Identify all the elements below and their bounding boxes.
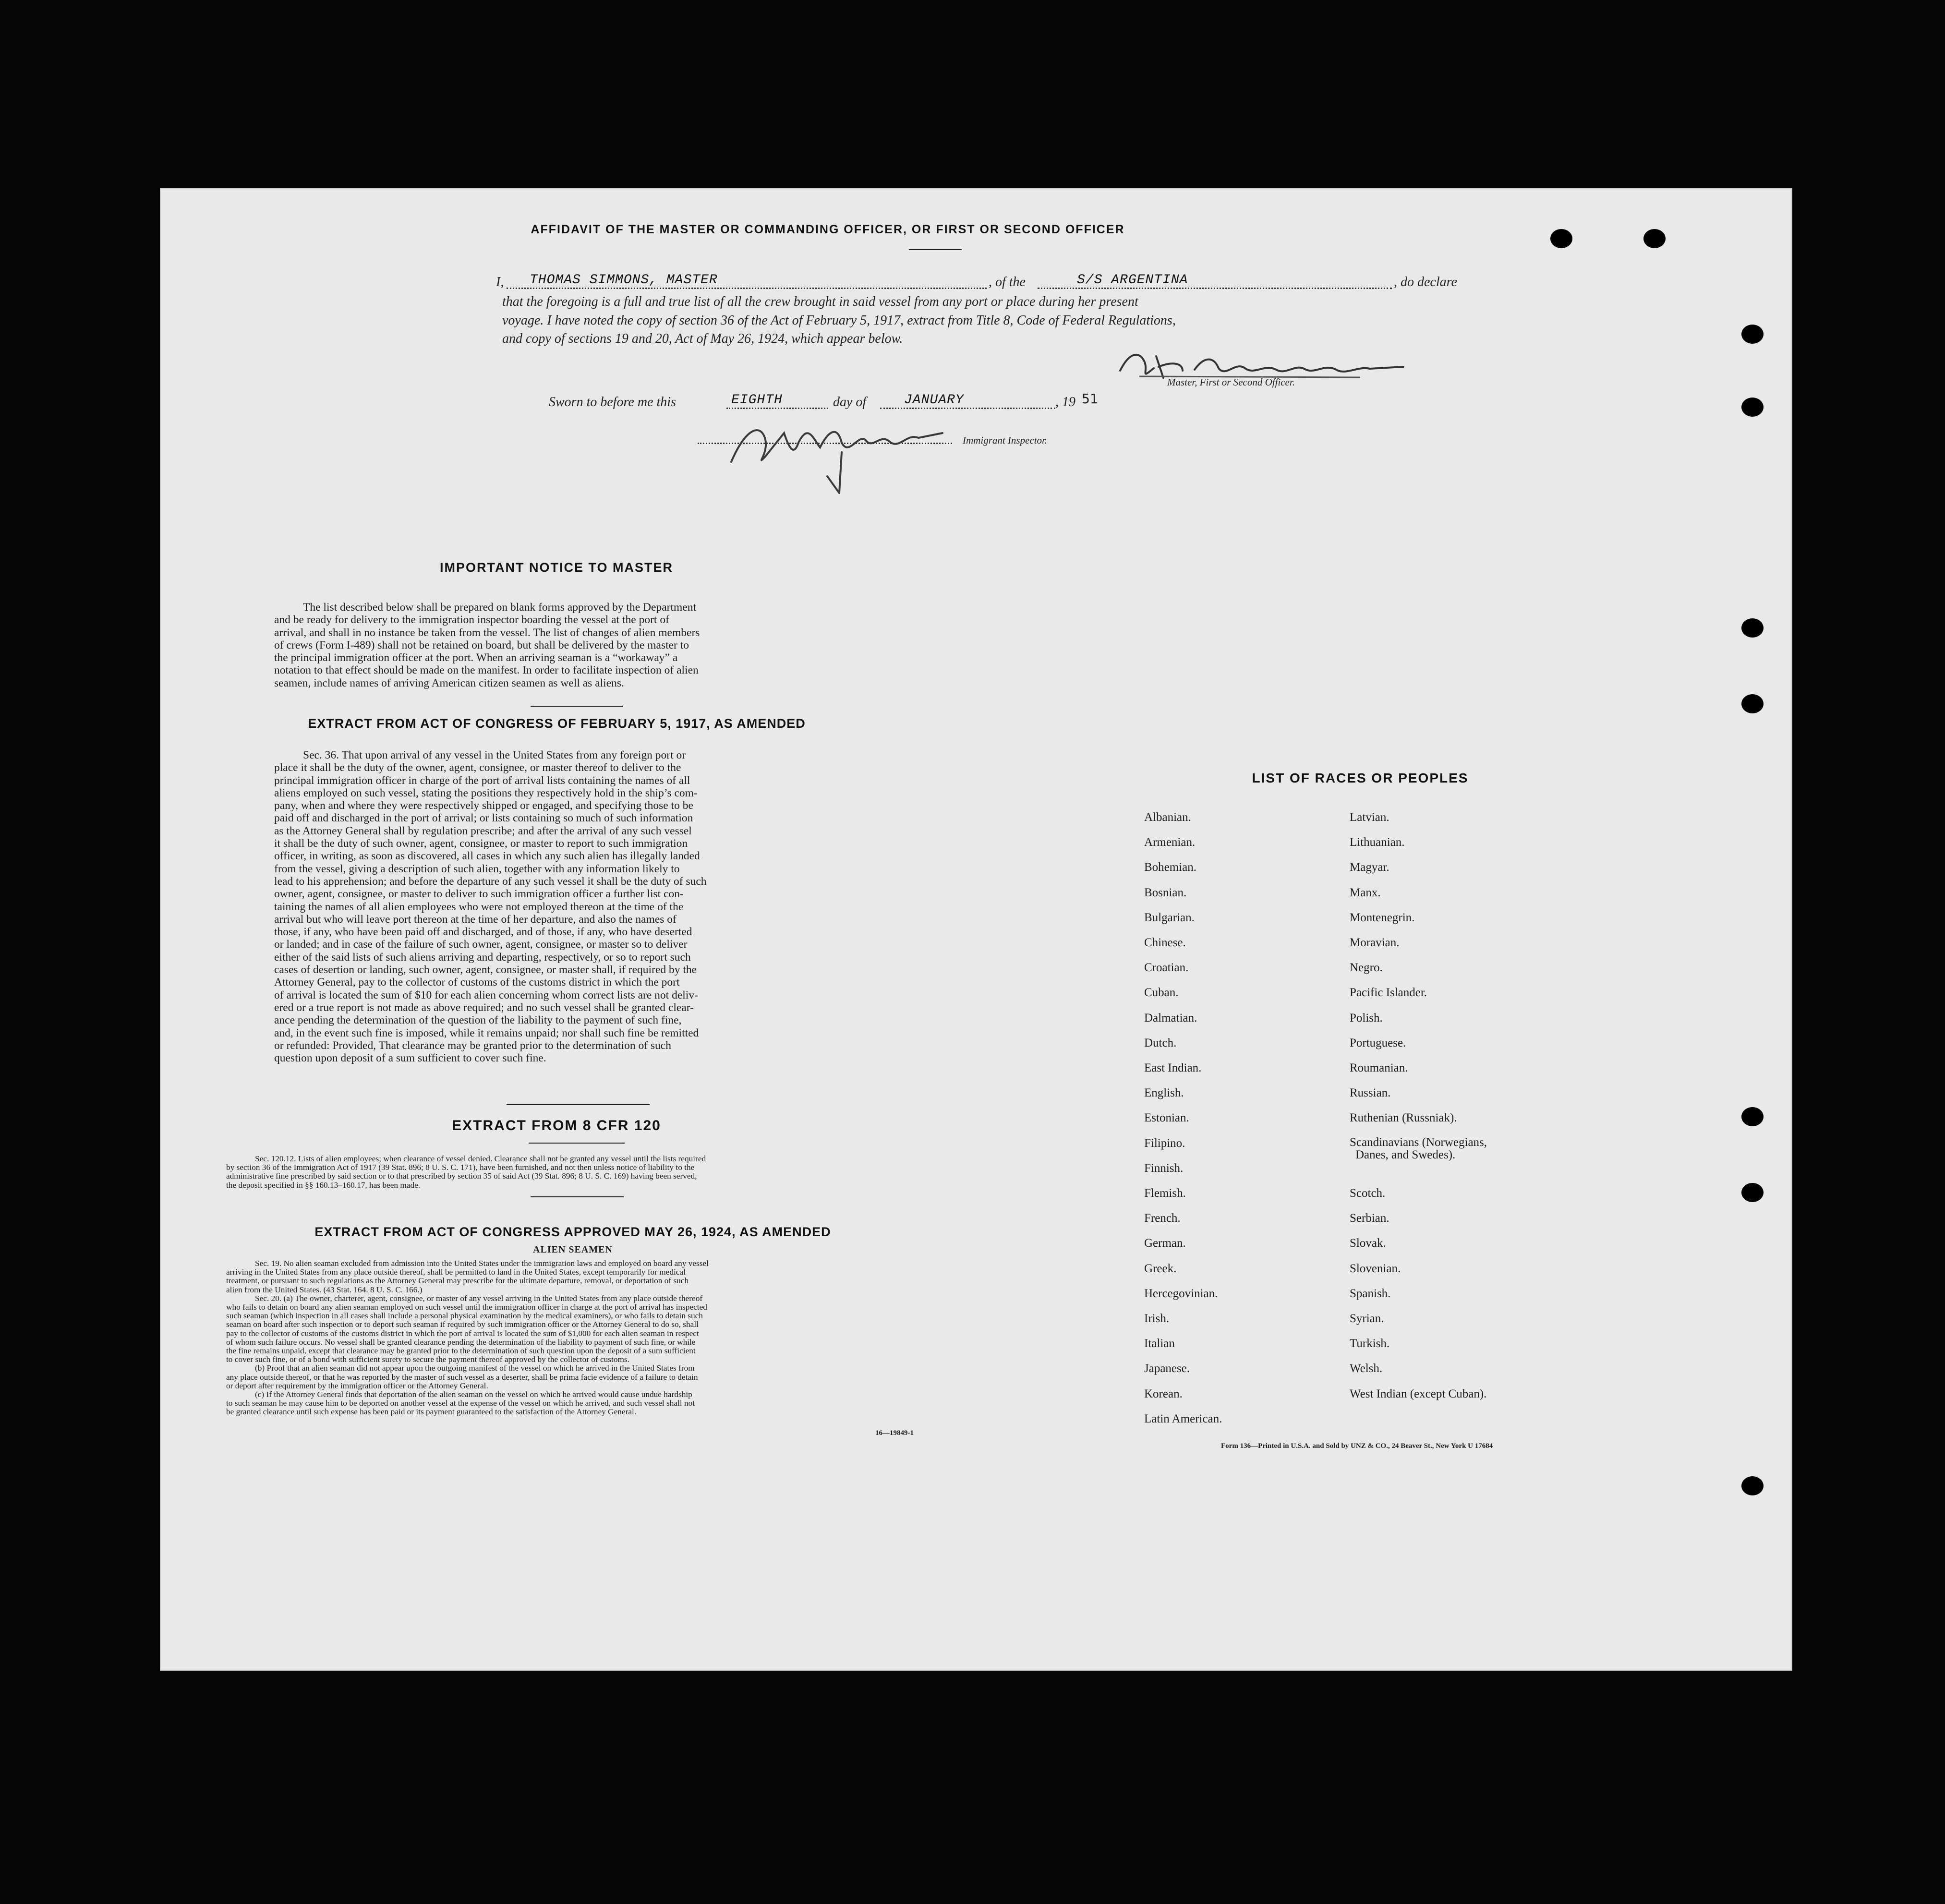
notice-line: The list described below shall be prepared on blank forms approved by the Department: [303, 601, 696, 614]
alien-seamen-line: or deport after requirement by the immigration officer or the Attorney General.: [226, 1381, 488, 1390]
race-item: Serbian.: [1350, 1212, 1389, 1225]
race-item: Japanese.: [1144, 1362, 1190, 1375]
extract-line: as the Attorney General shall by regulation prescribe; and after the arrival of any such vessel: [274, 824, 692, 837]
alien-seamen-line: such seaman (which inspection in all cases shall include a personal physical examination by the medical examiners), or who fails to detain such: [226, 1311, 703, 1321]
punch-hole: [1741, 1476, 1764, 1495]
race-item: Estonian.: [1144, 1111, 1189, 1125]
race-item: Greek.: [1144, 1262, 1177, 1275]
race-item: Welsh.: [1350, 1362, 1383, 1375]
alien-seamen-line: of whom such failure occurs. No vessel shall be granted clearance pending the determination of the liability to payment of such fine, or while: [226, 1337, 696, 1347]
cfr-line: Sec. 120.12. Lists of alien employees; when clearance of vessel denied. Clearance shall not be granted any vessel until the lists required: [255, 1154, 706, 1163]
title-rule: [909, 249, 962, 250]
master-name-field: THOMAS SIMMONS, MASTER: [530, 273, 718, 288]
race-item: Albanian.: [1144, 811, 1191, 824]
extract-line: or landed; and in case of the failure of such owner, agent, consignee, or master so to deliver: [274, 938, 688, 951]
year-field: 51: [1082, 391, 1098, 407]
race-item: Spanish.: [1350, 1287, 1391, 1300]
alien-seamen-line: be granted clearance until such expense has been paid or its payment guaranteed to the satisfaction of the Attorney General.: [226, 1407, 637, 1417]
alien-seamen-line: to such seaman he may cause him to be deported on another vessel at the expense of the vessel on which he arrived, and such vessel shall not: [226, 1398, 695, 1408]
extract-line: of arrival is located the sum of $10 for each alien concerning whom correct lists are not deliv-: [274, 988, 698, 1001]
race-item: Syrian.: [1350, 1312, 1384, 1325]
section-rule: [507, 1104, 650, 1105]
extract-line: arrival but who will leave port thereon at the time of her departure, and also the names of: [274, 913, 677, 926]
day-of-label: day of: [833, 395, 867, 410]
document-page: [160, 188, 1792, 1671]
notice-line: of crews (Form I-489) shall not be retained on board, but shall be delivered by the master to: [274, 639, 689, 651]
section-rule: [531, 706, 623, 707]
race-item: Scandinavians (Norwegians,: [1350, 1135, 1487, 1149]
race-item: Magyar.: [1350, 861, 1389, 874]
punch-hole: [1550, 229, 1572, 248]
alien-seamen-line: the fine remains unpaid, except that clearance may be granted prior to the determination of such question upon the deposit of a sum sufficient: [226, 1346, 696, 1356]
punch-hole: [1741, 398, 1764, 417]
extract-line: paid off and discharged in the port of arrival; or lists containing so much of such information: [274, 812, 693, 825]
extract-line: ance pending the determination of the question of the liability to the payment of such fine,: [274, 1014, 682, 1027]
race-item: Slovenian.: [1350, 1262, 1401, 1275]
race-item: Roumanian.: [1350, 1061, 1408, 1074]
extract-line: pany, when and where they were respectively shipped or engaged, and specifying those to be: [274, 799, 693, 812]
race-item: Russian.: [1350, 1086, 1391, 1100]
race-item: West Indian (except Cuban).: [1350, 1387, 1487, 1400]
extract-line: from the vessel, giving a description of such alien, together with any information likely to: [274, 862, 680, 875]
extract-1917-title: EXTRACT FROM ACT OF CONGRESS OF FEBRUARY 5, 1917, AS AMENDED: [308, 716, 806, 731]
extract-line: aliens employed on such vessel, stating the positions they respectively hold in the ship’s com-: [274, 786, 698, 799]
race-item: Finnish.: [1144, 1161, 1184, 1175]
punch-hole: [1741, 618, 1764, 638]
race-item: Pacific Islander.: [1350, 986, 1427, 1000]
alien-seamen-line: arriving in the United States from any place outside thereof, shall be permitted to land in the United States, except temporarily for medical: [226, 1267, 686, 1277]
race-item: English.: [1144, 1086, 1184, 1100]
sworn-label: Sworn to before me this: [549, 395, 676, 410]
cfr-line: the deposit specified in §§ 160.13–160.17, has been made.: [226, 1180, 421, 1190]
extract-1924-title: EXTRACT FROM ACT OF CONGRESS APPROVED MAY 26, 1924, AS AMENDED: [314, 1225, 831, 1239]
extract-cfr-title: EXTRACT FROM 8 CFR 120: [452, 1118, 661, 1133]
of-the-label: , of the: [989, 275, 1026, 289]
races-title: LIST OF RACES OR PEOPLES: [1252, 771, 1469, 785]
extract-line: it shall be the duty of such owner, agent, consignee, or master to report to such immigration: [274, 837, 688, 850]
cfr-line: by section 36 of the Immigration Act of 1917 (39 Stat. 896; 8 U. S. C. 171), have been furnished, and not then unless notice of liability to the: [226, 1163, 695, 1172]
notice-line: seamen, include names of arriving American citizen seamen as well as aliens.: [274, 676, 624, 689]
race-item: Chinese.: [1144, 936, 1186, 949]
alien-seamen-line: pay to the collector of customs of the customs district in which the port of arrival is located the sum of $1,000 for each alien seaman in respect: [226, 1328, 699, 1338]
race-item: Flemish.: [1144, 1187, 1186, 1200]
extract-line: Attorney General, pay to the collector of customs of the customs district in which the port: [274, 976, 680, 989]
declaration-line-1: [496, 275, 1576, 292]
race-item: Portuguese.: [1350, 1036, 1406, 1049]
notice-title: IMPORTANT NOTICE TO MASTER: [440, 560, 673, 575]
race-item: Dalmatian.: [1144, 1011, 1197, 1024]
race-item: Dutch.: [1144, 1036, 1177, 1049]
race-item: Negro.: [1350, 961, 1383, 975]
extract-line: taining the names of all alien employees who were not employed thereon at the time of the: [274, 900, 684, 913]
race-item: Latvian.: [1350, 811, 1389, 824]
extract-1924-subtitle: ALIEN SEAMEN: [533, 1244, 613, 1255]
race-item: Bohemian.: [1144, 861, 1197, 874]
punch-hole: [1741, 694, 1764, 713]
extract-line: cases of desertion or landing, such owner, agent, consignee, or master shall, if required by the: [274, 964, 697, 976]
race-item: Bosnian.: [1144, 886, 1187, 899]
race-item: Bulgarian.: [1144, 911, 1195, 924]
punch-hole: [1741, 1183, 1764, 1202]
race-item: Cuban.: [1144, 986, 1179, 1000]
extract-line: officer, in writing, as soon as discovered, all cases in which any such alien has illegally landed: [274, 850, 700, 863]
affidavit-title: AFFIDAVIT OF THE MASTER OR COMMANDING OFFICER, OR FIRST OR SECOND OFFICER: [531, 223, 1125, 236]
race-item: Lithuanian.: [1350, 836, 1405, 849]
extract-cfr-body: [226, 1155, 923, 1190]
declaration-line-3: voyage. I have noted the copy of section 36 of the Act of February 5, 1917, extract from Title 8, Code of Federal Regulations,: [502, 313, 1176, 328]
race-item: German.: [1144, 1237, 1186, 1250]
race-item: Italian: [1144, 1337, 1175, 1350]
alien-seamen-line: (b) Proof that an alien seaman did not appear upon the outgoing manifest of the vessel on which he arrived in the United States from: [255, 1363, 695, 1373]
race-item: Slovak.: [1350, 1237, 1386, 1250]
section-rule: [529, 1143, 625, 1144]
alien-seamen-line: alien from the United States. (43 Stat. 164. 8 U. S. C. 166.): [226, 1285, 423, 1294]
race-item: Latin American.: [1144, 1412, 1222, 1425]
alien-seamen-line: treatment, or pursuant to such regulations as the Attorney General may prescribe for the ultimate departure, removal, or deportation of such: [226, 1276, 689, 1286]
form-code: 16—19849-1: [875, 1429, 914, 1437]
race-item: Scotch.: [1350, 1187, 1386, 1200]
vessel-blank: [1038, 288, 1392, 289]
master-caption: Master, First or Second Officer.: [1167, 376, 1295, 388]
notice-line: arrival, and shall in no instance be taken from the vessel. The list of changes of alien members: [274, 626, 700, 639]
notice-body: [274, 601, 839, 689]
extract-line: question upon deposit of a sum sufficient to cover such fine.: [274, 1052, 546, 1065]
sworn-month-field: JANUARY: [904, 393, 964, 408]
alien-seamen-line: Sec. 19. No alien seaman excluded from admission into the United States under the immigration laws and employed on board any vessel: [255, 1259, 709, 1268]
declaration-line-2: that the foregoing is a full and true list of all the crew brought in said vessel from any port or place during her present: [502, 294, 1138, 309]
race-item: Armenian.: [1144, 836, 1196, 849]
i-label: I,: [496, 275, 504, 289]
punch-hole: [1741, 1107, 1764, 1126]
notice-line: and be ready for delivery to the immigration inspector boarding the vessel at the port of: [274, 614, 669, 627]
race-item: Ruthenian (Russniak).: [1350, 1111, 1457, 1125]
extract-line: Sec. 36. That upon arrival of any vessel in the United States from any foreign port or: [303, 749, 686, 761]
race-item: Irish.: [1144, 1312, 1170, 1325]
race-item: Korean.: [1144, 1387, 1183, 1400]
inspector-signature: [717, 404, 976, 500]
extract-1917-body: [274, 749, 839, 1064]
alien-seamen-line: seaman on board after such inspection or to deport such seaman if required by such immigration officer or the Attorney General to do so, shall: [226, 1320, 699, 1329]
section-rule: [531, 1196, 624, 1197]
extract-line: place it shall be the duty of the owner, agent, consignee, or master thereof to deliver to the: [274, 761, 681, 774]
form-footer: Form 136—Printed in U.S.A. and Sold by UNZ & CO., 24 Beaver St., New York U 17684: [1221, 1442, 1493, 1450]
extract-line: or refunded: Provided, That clearance may be granted prior to the determination of such: [274, 1039, 671, 1052]
extract-line: those, if any, who have been paid off and discharged, and of those, if any, who have deserted: [274, 926, 692, 939]
race-item: East Indian.: [1144, 1061, 1202, 1074]
notice-line: notation to that effect should be made on the manifest. In order to facilitate inspection of alien: [274, 664, 699, 677]
cfr-line: administrative fine prescribed by said section or to that prescribed by section 35 of said Act (39 Stat. 896; 8 U. S. C. 169) having been served,: [226, 1171, 697, 1181]
extract-line: principal immigration officer in charge of the port of arrival lists containing the names of all: [274, 774, 690, 787]
extract-line: lead to his apprehension; and before the departure of any such vessel it shall be the duty of such: [274, 875, 707, 888]
name-blank: [507, 288, 987, 289]
alien-seamen-line: Sec. 20. (a) The owner, charterer, agent, consignee, or master of any vessel arriving in the United States from any place outside thereof: [255, 1293, 703, 1303]
race-item: Danes, and Swedes).: [1355, 1148, 1456, 1161]
race-item: Hercegovinian.: [1144, 1287, 1218, 1300]
declaration-line-4: and copy of sections 19 and 20, Act of May 26, 1924, which appear below.: [502, 331, 903, 346]
race-item: Moravian.: [1350, 936, 1400, 949]
extract-line: owner, agent, consignee, or master to deliver to such immigration officer a further list con-: [274, 888, 684, 901]
year-prefix: , 19: [1055, 395, 1075, 410]
alien-seamen-line: to cover such fine, or of a bond with sufficient surety to secure the payment thereof approved by the collector of customs.: [226, 1355, 629, 1364]
race-item: French.: [1144, 1212, 1181, 1225]
inspector-caption: Immigrant Inspector.: [963, 434, 1048, 446]
extract-1924-body: [226, 1259, 923, 1417]
extract-line: and, in the event such fine is imposed, while it remains unpaid; nor shall such fine be remitted: [274, 1026, 699, 1039]
punch-hole: [1741, 325, 1764, 344]
race-item: Turkish.: [1350, 1337, 1390, 1350]
alien-seamen-line: any place outside thereof, or that he was reported by the master of such vessel as a deserter, shall be prima facie evidence of a failure to detain: [226, 1372, 698, 1382]
race-item: Filipino.: [1144, 1136, 1185, 1150]
race-item: Polish.: [1350, 1011, 1383, 1024]
punch-hole: [1643, 229, 1666, 248]
do-declare-label: , do declare: [1394, 275, 1457, 289]
notice-line: the principal immigration officer at the port. When an arriving seaman is a “workaway” a: [274, 651, 678, 664]
extract-line: ered or a true report is not made as above required; and no such vessel shall be granted clear-: [274, 1001, 694, 1014]
extract-line: either of the said lists of such aliens arriving and departing, respectively, or so to report such: [274, 951, 691, 964]
vessel-name-field: S/S ARGENTINA: [1077, 273, 1188, 288]
race-item: Montenegrin.: [1350, 911, 1415, 924]
alien-seamen-line: who fails to detain on board any alien seaman employed on such vessel until the immigration officer in charge at the port of arrival has inspected: [226, 1302, 707, 1312]
race-item: Manx.: [1350, 886, 1381, 899]
race-item: Croatian.: [1144, 961, 1189, 975]
sworn-day-field: EIGHTH: [731, 393, 783, 408]
alien-seamen-line: (c) If the Attorney General finds that deportation of the alien seaman on the vessel on which he arrived would cause undue hardship: [255, 1390, 692, 1399]
